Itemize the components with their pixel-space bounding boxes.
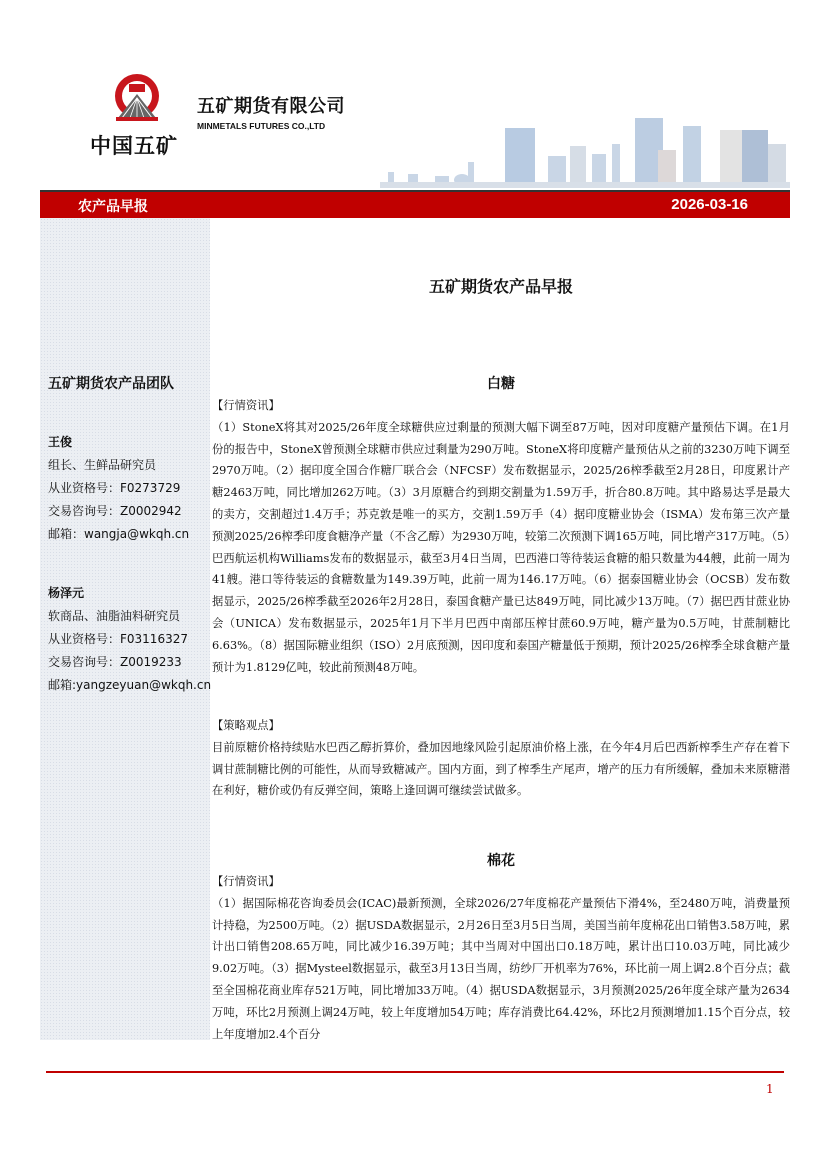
section-title-cotton: 棉花 [487,853,515,869]
analyst-email[interactable]: 邮箱:yangzeyuan@wkqh.cn [48,678,212,692]
section-title-sugar: 白糖 [487,376,515,392]
analyst-consult-id: 交易咨询号：Z0019233 [48,655,182,669]
report-title: 五矿期货农产品早报 [428,277,573,296]
section-cotton-news [212,871,790,1045]
strategy-paragraph: 目前原糖价格持续贴水巴西乙醇折算价，叠加因地缘风险引起原油价格上涨，在今年4月后巴西新榨季生产存在着下调甘蔗制糖比例的可能性，从而导致糖减产。国内方面，到了榨季生产尾声，增产的压力有所缓解，叠加未来原糖潜在利好，糖价或仍有反弹空间，策略上逢回调可继续尝试做多。 [212,740,790,798]
city-skyline-image [380,110,790,188]
strategy-label: 【策略观点】 [212,719,280,732]
analyst-name: 王俊 [48,435,73,449]
analyst-email[interactable]: 邮箱：wangja@wkqh.cn [48,527,190,541]
company-name-cn: 五矿期货有限公司 [197,96,345,117]
minmetals-emblem-icon [110,72,164,126]
analyst-role: 组长、生鲜品研究员 [48,458,157,472]
company-name [197,92,345,131]
analyst-name: 杨泽元 [48,586,85,600]
page-header [40,60,790,190]
section-sugar-strategy [212,715,790,802]
banner-title: 农产品早报 [78,199,148,215]
news-paragraph: （1）据国际棉花咨询委员会(ICAC)最新预测，全球2026/27年度棉花产量预估下滑4%，至2480万吨，消费量预计持稳，为2500万吨。（2）据USDA数据显示，2月26日至3月5日当周，美国当前年度棉花出口销售3.58万吨，累计出口销售208.65万吨，同比减少16.39万吨；其中当周对中国出口0.18万吨，累计出口10.03万吨，同比减少9.02万吨。（3）据Mysteel数据显示，截至3月13日当周，纺纱厂开机率为76%，环比前一周上调2.8个百分点；截至全国棉花商业库存521万吨，同比增加33万吨。（4）据USDA数据显示，3月预测2025/26年度全球产量为2634万吨，环比2月预测上调24万吨，较上年度增加54万吨；库存消费比64.42%，环比2月预测增加1.15个百分点，较上年度增加2.4个百分 [212,896,790,1041]
news-label: 【行情资讯】 [212,875,280,888]
logo-text: 中国五矿 [90,134,178,158]
analyst-role: 软商品、油脂油料研究员 [48,609,181,623]
news-paragraph: （1）StoneX将其对2025/26年度全球糖供应过剩量的预测大幅下调至87万吨，因对印度糖产量预估下调。在1月份的报告中，StoneX曾预测全球糖市供应过剩量为290万吨。StoneX将印度糖产量预估从之前的3230万吨下调至2970万吨。（2）据印度全国合作糖厂联合会（NFCSF）发布数据显示，2025/26榨季截至2月28日，印度累计产糖2463万吨，同比增加262万吨。（3）3月原糖合约到期交割量为1.59万手，折合80.8万吨。其中路易达孚是最大的卖方，交割超过1.4万手；苏克敦是唯一的买方，交割1.59万手（4）据印度糖业协会（ISMA）发布第三次产量预测2025/26榨季印度食糖净产量（不含乙醇）为2930万吨，较第二次预测下调165万吨，同比增产317万吨。（5）巴西航运机构Williams发布的数据显示，截至3月4日当周，巴西港口等待装运食糖的船只数量为44艘，此前一周为41艘。港口等待装运的食糖数量为149.39万吨，此前一周为146.17万吨。（6）据泰国糖业协会（OCSB）发布数据显示，2025/26榨季截至2026年2月28日，泰国食糖产量已达849万吨，同比减少13万吨。（7）据巴西甘蔗业协会（UNICA）发布数据显示，2025年1月下半月巴西中南部压榨甘蔗60.9万吨，糖产量为0.5万吨，甘蔗制糖比6.63%。（8）据国际糖业组织（ISO）2月底预测，因印度和泰国产糖量低于预期，预计2025/26榨季全球食糖产量预计为1.8129亿吨，较此前预测48万吨。 [212,420,790,674]
section-sugar-news [212,395,790,678]
analyst-license: 从业资格号：F0273729 [48,481,181,495]
analyst-card [48,582,211,697]
analyst-card [48,431,189,546]
news-label: 【行情资讯】 [212,399,280,412]
analyst-consult-id: 交易咨询号：Z0002942 [48,504,182,518]
sidebar [40,218,210,1040]
report-banner [40,190,790,218]
analyst-license: 从业资格号：F03116327 [48,632,188,646]
report-date: 2026-03-16 [671,196,748,213]
footer-divider [46,1071,784,1073]
company-logo [90,72,190,162]
company-name-en: MINMETALS FUTURES CO.,LTD [197,121,326,131]
team-title: 五矿期货农产品团队 [48,376,174,392]
page-number: 1 [766,1082,774,1096]
